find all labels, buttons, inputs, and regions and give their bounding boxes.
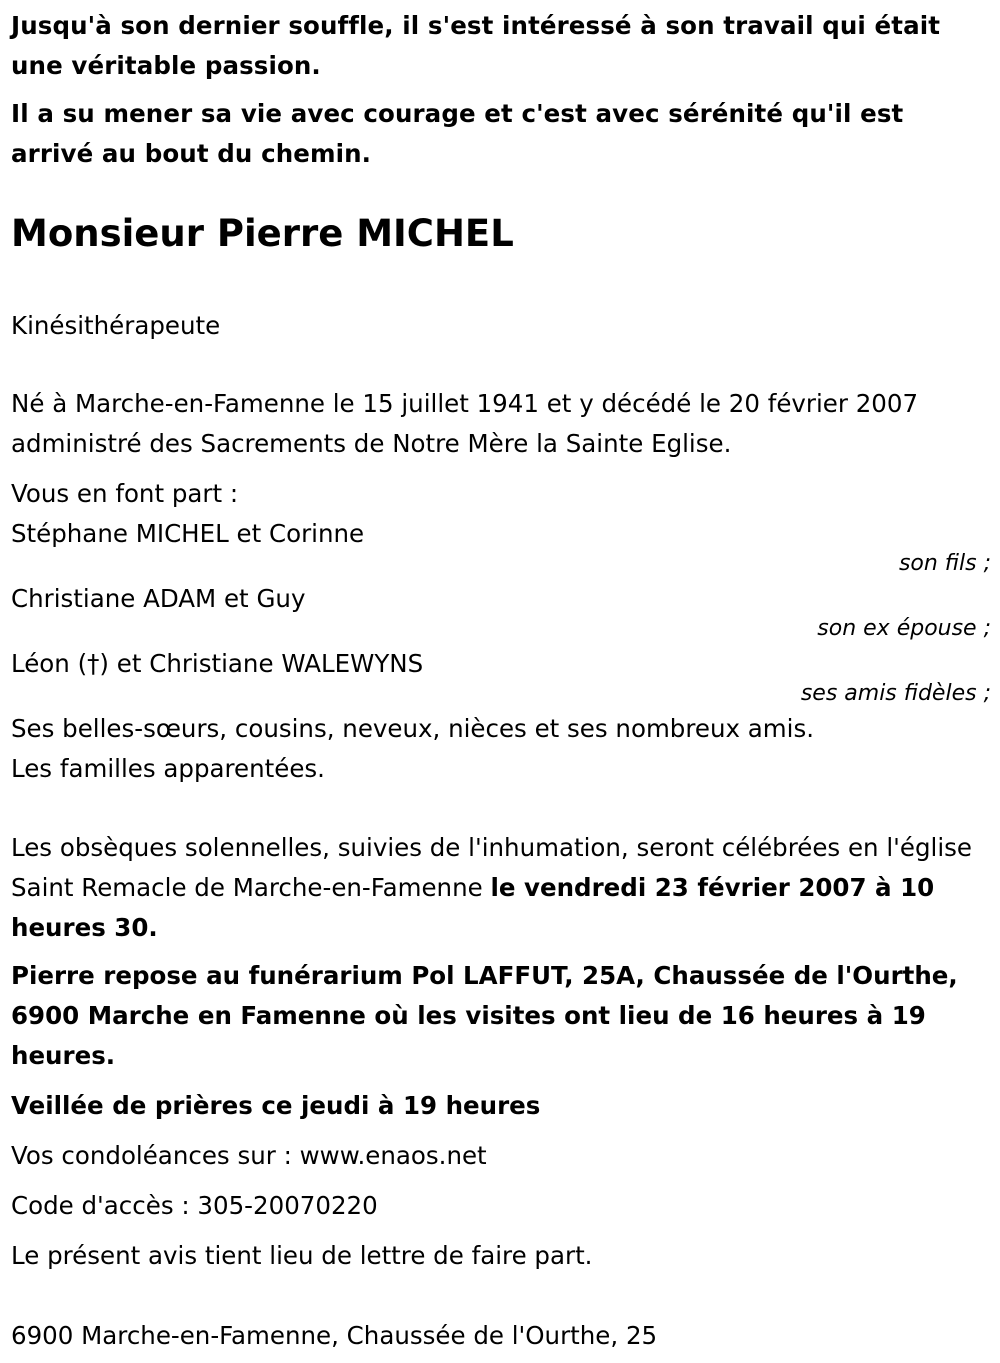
vigil-details: Veillée de prières ce jeudi à 19 heures	[11, 1091, 541, 1120]
related-families: Les familles apparentées.	[11, 754, 325, 783]
obituary-document	[11, 6, 991, 1356]
condolences-text: Vos condoléances sur : www.enaos.net	[11, 1141, 487, 1170]
family-member-name: Léon (†) et Christiane WALEWYNS	[11, 649, 424, 678]
repose-details: Pierre repose au funérarium Pol LAFFUT, 25A, Chaussée de l'Ourthe, 6900 Marche en Famenne où les visites ont lieu de 16 heures à 19 heures.	[11, 961, 958, 1070]
funeral-text: Les obsèques solennelles, suivies de l'inhumation, seront célébrées en l'église Saint Remacle de Marche-en-Famenne	[11, 833, 972, 902]
deceased-name: Monsieur Pierre MICHEL	[11, 212, 514, 255]
family-member-name: Stéphane MICHEL et Corinne	[11, 519, 365, 548]
family-member-name: Christiane ADAM et Guy	[11, 584, 306, 613]
birth-death-text: Né à Marche-en-Famenne le 15 juillet 1941 et y décédé le 20 février 2007 administré des Sacrements de Notre Mère la Sainte Eglise.	[11, 389, 919, 458]
address: 6900 Marche-en-Famenne, Chaussée de l'Ourthe, 25	[11, 1321, 658, 1350]
profession: Kinésithérapeute	[11, 311, 221, 340]
announcement-intro: Vous en font part :	[11, 479, 239, 508]
intro-line-1: Jusqu'à son dernier souffle, il s'est intéressé à son travail qui était une véritable passion.	[11, 11, 941, 80]
access-code: Code d'accès : 305-20070220	[11, 1191, 378, 1220]
family-member-relation: son ex épouse ;	[817, 616, 991, 641]
family-list	[11, 514, 991, 706]
funeral-date: le vendredi 23 février 2007 à 10 heures 30.	[11, 873, 935, 942]
family-member-relation: son fils ;	[898, 551, 991, 576]
funeral-details	[11, 828, 991, 948]
notice-text: Le présent avis tient lieu de lettre de faire part.	[11, 1241, 593, 1270]
family-member-relation: ses amis fidèles ;	[800, 681, 991, 706]
intro-line-2: Il a su mener sa vie avec courage et c'est avec sérénité qu'il est arrivé au bout du chemin.	[11, 99, 904, 168]
extended-family: Ses belles-sœurs, cousins, neveux, nièces et ses nombreux amis.	[11, 714, 815, 743]
